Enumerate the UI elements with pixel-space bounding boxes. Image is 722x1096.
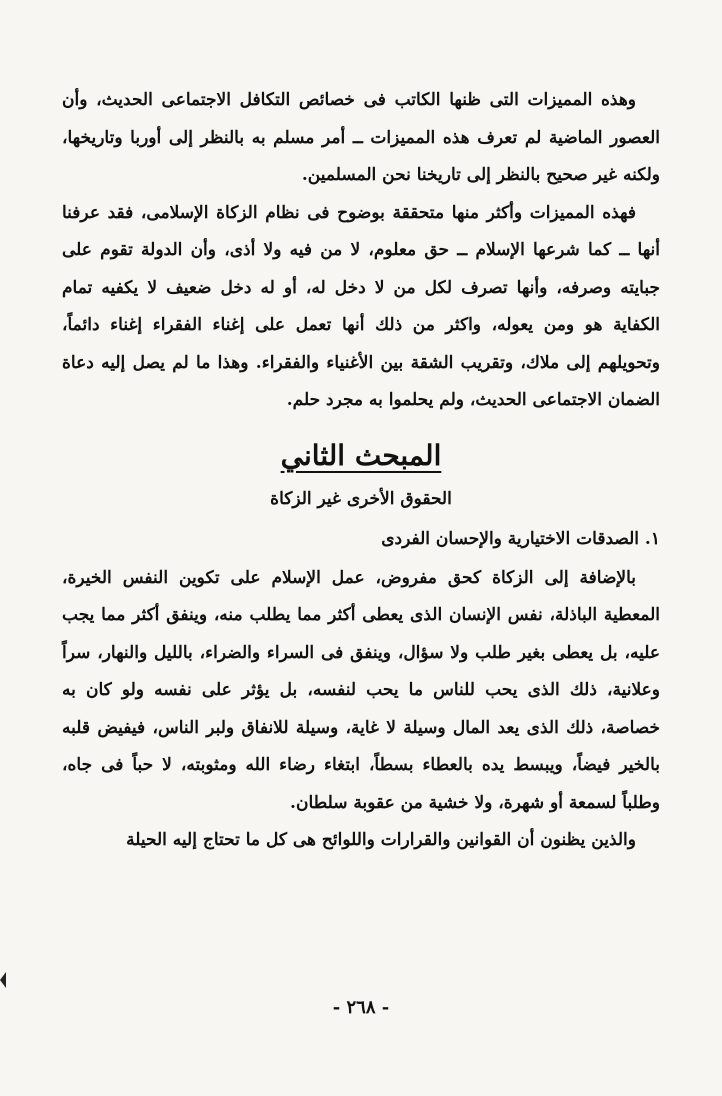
section-subtitle: الحقوق الأخرى غير الزكاة xyxy=(270,488,452,509)
paragraph-3 xyxy=(62,560,660,823)
paragraph-2-text: فهذه المميزات وأكثر منها متحققة بوضوح فى نظام الزكاة الإسلامى، فقد عرفنا أنها ــ كما شرعها الإسلام ــ حق معلوم، لا من فيه ولا أذى، وأن الدولة تقوم على جبايته وصرفه، وأنها تصرف لكل من لا دخل له، أو له دخل ضعيف لا يكفيه تمام الكفاية هو ومن يعوله، واكثر من ذلك أنها تعمل على إغناء الفقراء إغناء دائماً، وتحويلهم إلى ملاك، وتقريب الشقة بين الأغنياء والفقراء. وهذا ما لم يصل إليه دعاة الضمان الاجتماعى الحديث، ولم يحلموا به مجرد حلم. xyxy=(62,202,661,410)
page-number: - ٢٦٨ - xyxy=(332,997,390,1018)
section-title: المبحث الثاني xyxy=(280,438,442,472)
paragraph-4 xyxy=(62,822,660,860)
page-edge-mark xyxy=(0,972,6,988)
paragraph-2 xyxy=(62,195,660,420)
sub-heading: ١. الصدقات الاختيارية والإحسان الفردى xyxy=(381,528,660,549)
paragraph-3-text: بالإضافة إلى الزكاة كحق مفروض، عمل الإسلام على تكوين النفس الخيرة، المعطية الباذلة، نفس الإنسان الذى يعطى أكثر مما يطلب منه، وينفق أكثر مما يجب عليه، بل يعطى بغير طلب ولا سؤال، وينفق فى السراء والضراء، بالليل والنهار، سراً وعلانية، ذلك الذى يحب للناس ما يحب لنفسه، بل يؤثر على نفسه ولو كان به خصاصة، ذلك الذى يعد المال وسيلة لا غاية، وسيلة للانفاق ولبر الناس، فيفيض قلبه بالخير فيضاً، ويبسط يده بالعطاء بسطاً، ابتغاء رضاء الله ومثوبته، لا حباً فى جاه، وطلباً لسمعة أو شهرة، ولا خشية من عقوبة سلطان. xyxy=(62,567,660,813)
paragraph-1 xyxy=(62,82,660,195)
paragraph-4-text: والذين يظنون أن القوانين والقرارات واللوائح هى كل ما تحتاج إليه الحيلة xyxy=(126,830,636,850)
paragraph-1-text: وهذه المميزات التى ظنها الكاتب فى خصائص التكافل الاجتماعى الحديث، وأن العصور الماضية لم تعرف هذه المميزات ــ أمر مسلم به بالنظر إلى أوربا وتاريخها، ولكنه غير صحيح بالنظر إلى تاريخنا نحن المسلمين. xyxy=(62,90,660,185)
